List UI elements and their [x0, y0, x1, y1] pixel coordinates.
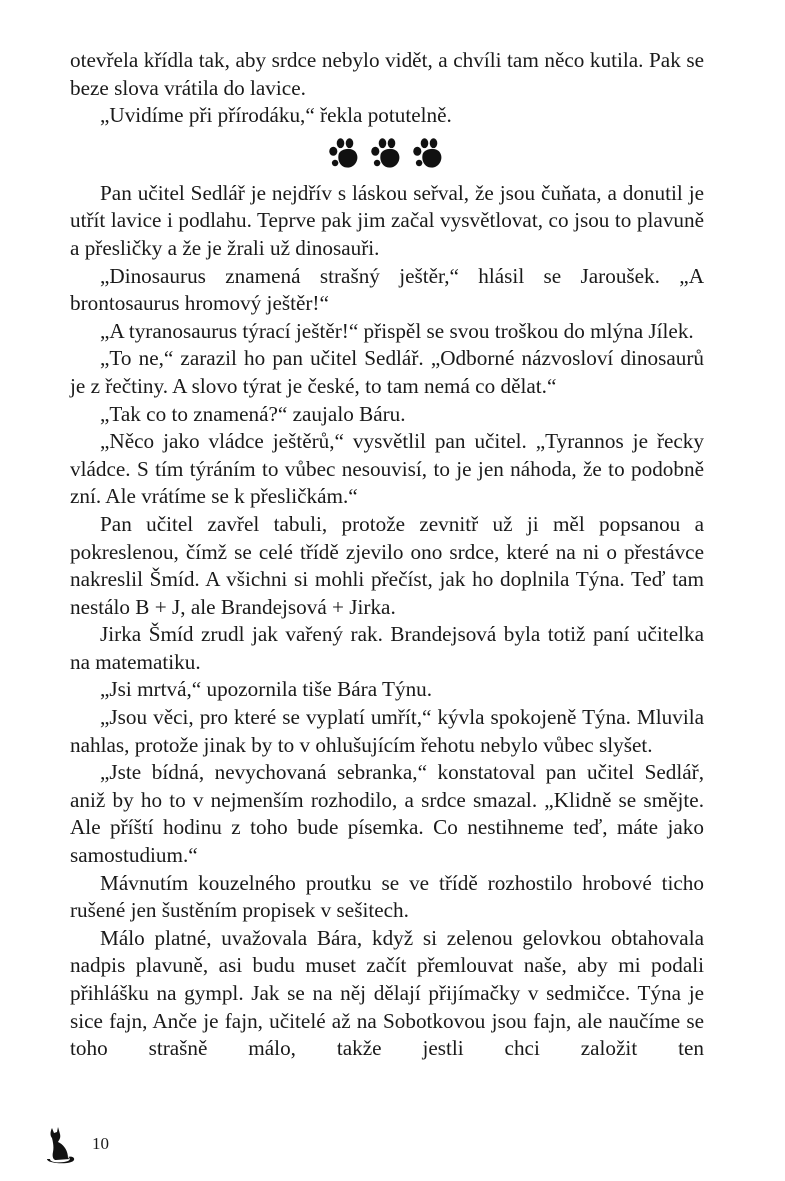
paragraph: „Jste bídná, nevychovaná sebranka,“ konstatoval pan učitel Sedlář, aniž by ho to v nejmenším rozhodilo, a srdce smazal. „Klidně se smějte. Ale příští hodinu z toho bude písemka. Co nestihneme teď, máte jako samostudium.“ — [70, 760, 704, 868]
paw-print-icon — [411, 136, 447, 172]
paragraph: „Tak co to znamená?“ zaujalo Báru. — [100, 401, 406, 426]
paragraph: Mávnutím kouzelného proutku se ve třídě rozhostilo hrobové ticho rušené jen šustěním propisek v sešitech. — [70, 870, 704, 923]
paragraph: „Něco jako vládce ještěrů,“ vysvětlil pan učitel. „Tyrannos je řecky vládce. S tím týráním to vůbec nesouvisí, to je jen náhoda, že to podobně zní. Ale vrátíme se k přesličkám.“ — [70, 429, 704, 509]
sitting-cat-icon — [44, 1126, 78, 1166]
paragraph: Pan učitel zavřel tabuli, protože zevnitř už ji měl popsanou a pokreslenou, čímž se celé třídě zjevilo ono srdce, které na ni o přestávce nakreslil Šmíd. A všichni si mohli přečíst, jak ho doplnila Týna. Teď tam nestálo B + J, ale Brandejsová + Jirka. — [70, 511, 704, 619]
paw-print-icon — [369, 136, 405, 172]
paragraph: Jirka Šmíd zrudl jak vařený rak. Brandejsová byla totiž paní učitelka na matematiku. — [70, 622, 704, 674]
page-number: 10 — [92, 1134, 109, 1153]
paragraph: „Uvidíme při přírodáku,“ řekla potutelně. — [100, 103, 452, 128]
paragraph-continues: Málo platné, uvažovala Bára, když si zelenou gelovkou obtahovala nadpis plavuně, asi budu muset začít přemlouvat naše, aby mi podali přihlášku na gympl. Jak se na něj dělají přijímačky v sedmičce. Týna je sice fajn, Anče je fajn, učitelé až na Sobotkovou jsou fajn, ale naučíme se toho strašně málo, takže jestli chci založit ten — [70, 925, 704, 1061]
section-divider — [70, 134, 704, 174]
paragraph: „A tyranosaurus týrací ještěr!“ přispěl se svou troškou do mlýna Jílek. — [100, 318, 694, 343]
paragraph: otevřela křídla tak, aby srdce nebylo vidět, a chvíli tam něco kutila. Pak se beze slova vrátila do lavice. — [70, 48, 704, 100]
paragraph: „Jsi mrtvá,“ upozornila tiše Bára Týnu. — [100, 677, 433, 702]
paragraph: „Dinosaurus znamená strašný ještěr,“ hlásil se Jaroušek. „A brontosaurus hromový ještěr!“ — [70, 263, 704, 316]
book-page-text — [70, 47, 704, 1063]
paragraph: „To ne,“ zarazil ho pan učitel Sedlář. „Odborné názvosloví dinosaurů je z řečtiny. A slovo týrat je české, to tam nemá co dělat.“ — [70, 346, 704, 398]
paw-print-icon — [327, 136, 363, 172]
paragraph: „Jsou věci, pro které se vyplatí umřít,“ kývla spokojeně Týna. Mluvila nahlas, protože jinak by to v ohlušujícím řehotu nebylo vůbec slyšet. — [70, 705, 704, 757]
page-footer — [44, 1126, 109, 1166]
paragraph: Pan učitel Sedlář je nejdřív s láskou seřval, že jsou čuňata, a donutil je utřít lavice i podlahu. Teprve pak jim začal vysvětlovat, co jsou to plavuně a přesličky a že je žrali už dinosauři. — [70, 180, 704, 260]
